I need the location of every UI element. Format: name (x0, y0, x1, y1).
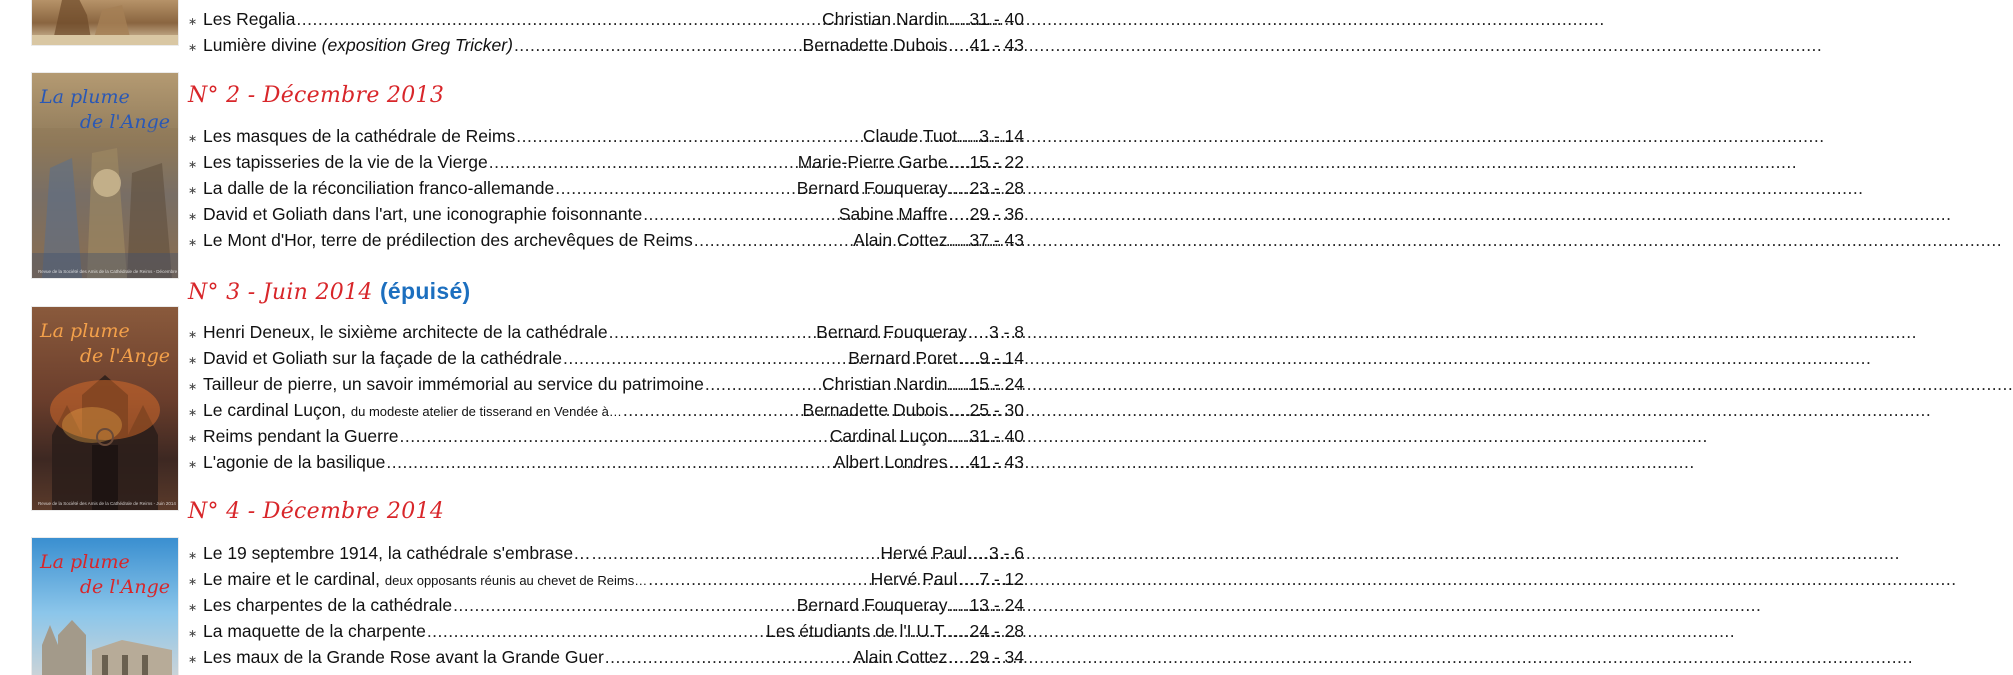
article-pages: 31 - 40 (969, 9, 1024, 29)
dot-leader (514, 32, 802, 58)
article-pages: 3 - 6 (988, 543, 1024, 563)
article-pages: 23 - 28 (969, 178, 1024, 199)
toc-entry (188, 227, 1024, 253)
article-author: Les étudiants de l'I.U.T. (766, 621, 948, 642)
article-author: Bernard Fouqueray (816, 322, 967, 342)
dot-leader (958, 566, 978, 592)
dot-leader (949, 149, 969, 175)
dot-leader (949, 397, 969, 423)
bullet: ∗ (188, 355, 198, 368)
article-author: Bernard Fouqueray (796, 178, 948, 199)
bullet: ∗ (188, 433, 198, 446)
dot-leader (648, 566, 869, 592)
article-author: Alain Cottez (853, 230, 948, 251)
article-pages: 41 - 43 (969, 452, 1024, 473)
article-pages: 25 - 30 (969, 400, 1024, 421)
cover-title-line1: La plume (40, 86, 130, 108)
article-pages: 3 - 14 (979, 126, 1024, 146)
toc-entry (188, 644, 1024, 670)
dot-leader (968, 540, 988, 566)
article-title: Lumière divine (exposition Greg Tricker) (203, 35, 513, 56)
cover-issue-4-illustration (32, 615, 178, 675)
toc-issue-1 (188, 6, 1024, 58)
toc-entry (188, 371, 1024, 397)
bullet: ∗ (188, 654, 198, 667)
bullet: ∗ (188, 329, 198, 341)
cover-title-line1: La plume (40, 551, 130, 573)
dot-leader (643, 201, 838, 227)
toc-issue-4 (188, 540, 1024, 670)
article-author: Bernard Poret (848, 348, 958, 369)
toc-entry (188, 175, 1024, 201)
dot-leader (555, 175, 796, 201)
toc-issue-2 (188, 123, 1024, 253)
out-of-print-note: (épuisé) (379, 278, 471, 304)
cover-caption: Revue de la Société des Amis de la Cathédrale de Reims - Juin 2014 (38, 501, 176, 506)
toc-entry (188, 6, 1024, 32)
article-title: Les charpentes de la cathédrale (203, 595, 453, 616)
article-author: Christian Nardin (822, 9, 948, 29)
cover-title-line2: de l'Ange (79, 345, 170, 367)
article-title: Le 19 septembre 1914, la cathédrale s'embrase… (203, 543, 591, 563)
dot-leader (958, 123, 978, 149)
article-pages: 41 - 43 (969, 35, 1024, 56)
article-author: Cardinal Luçon (829, 426, 948, 447)
toc-entry (188, 618, 1024, 644)
toc-entry (188, 149, 1024, 175)
article-title: Les tapisseries de la vie de la Vierge (203, 152, 488, 173)
cover-title-line2: de l'Ange (79, 576, 170, 598)
article-author: Bernadette Dubois (802, 35, 948, 56)
article-author: Bernard Fouqueray (796, 595, 948, 616)
article-author: Marie-Pierre Garbe (797, 152, 948, 173)
article-pages: 7 - 12 (979, 569, 1024, 590)
toc-entry (188, 540, 1024, 566)
dot-leader (949, 449, 969, 475)
bullet: ∗ (188, 16, 198, 28)
dot-leader (427, 618, 765, 644)
bullet: ∗ (188, 211, 198, 224)
article-title: Reims pendant la Guerre (203, 426, 399, 447)
toc-entry (188, 566, 1024, 592)
article-author: Alain Cottez (853, 647, 948, 668)
dot-leader (516, 123, 862, 149)
dot-leader (949, 175, 969, 201)
article-pages: 15 - 24 (969, 374, 1024, 395)
cover-caption: Revue de la Société des Amis de la Cathédrale de Reims - Décembre 2013 (38, 269, 189, 274)
article-pages: 29 - 34 (969, 647, 1024, 668)
issue-heading: N° 2 - Décembre 2013 (188, 83, 445, 108)
article-title: Le Mont d'Hor, terre de prédilection des archevêques de Reims (203, 230, 693, 251)
cover-issue-2 (32, 73, 189, 278)
bullet: ∗ (188, 133, 198, 145)
article-author: Bernadette Dubois (802, 400, 948, 421)
toc-entry (188, 397, 1024, 423)
article-title: Le cardinal Luçon, du modeste atelier de tisserand en Vendée à… (203, 400, 622, 421)
bullet: ∗ (188, 159, 198, 172)
bullet: ∗ (188, 576, 198, 589)
article-title: Les maux de la Grande Rose avant la Grande Guer (203, 647, 604, 668)
article-author: Christian Nardin (822, 374, 948, 395)
article-title: Le maire et le cardinal, deux opposants réunis au chevet de Reims… (203, 569, 648, 590)
dot-leader (949, 592, 969, 618)
bullet: ∗ (188, 459, 198, 472)
toc-entry (188, 123, 1024, 149)
article-pages: 31 - 40 (969, 426, 1024, 447)
bullet: ∗ (188, 550, 198, 562)
cover-title-line1: La plume (40, 320, 130, 342)
bullet: ∗ (188, 381, 198, 394)
toc-entry (188, 201, 1024, 227)
article-title: Henri Deneux, le sixième architecte de la cathédrale (203, 322, 608, 342)
bullet: ∗ (188, 42, 198, 55)
article-title: Tailleur de pierre, un savoir immémorial au service du patrimoine (203, 374, 704, 395)
cover-title-line2: de l'Ange (79, 111, 170, 133)
dot-leader (386, 449, 832, 475)
article-pages: 29 - 36 (969, 204, 1024, 225)
dot-leader (958, 345, 978, 371)
article-pages: 24 - 28 (969, 621, 1024, 642)
dot-leader (949, 227, 969, 253)
article-pages: 13 - 24 (969, 595, 1024, 616)
dot-leader (949, 423, 969, 449)
dot-leader (592, 540, 880, 566)
article-pages: 9 - 14 (979, 348, 1024, 369)
article-author: Hervé Paul (880, 543, 967, 563)
cover-issue-4 (32, 538, 178, 675)
dot-leader (609, 319, 816, 345)
toc-entry (188, 449, 1024, 475)
dot-leader (949, 201, 969, 227)
article-author: Hervé Paul (870, 569, 958, 590)
cover-issue-3-illustration (32, 365, 178, 510)
cover-issue-2-illustration (32, 128, 189, 278)
dot-leader (605, 644, 852, 670)
article-title: L'agonie de la basilique (203, 452, 386, 473)
dot-leader (968, 319, 988, 345)
article-title: La maquette de la charpente (203, 621, 426, 642)
cover-issue-1 (32, 0, 178, 45)
dot-leader (400, 423, 829, 449)
bullet: ∗ (188, 602, 198, 615)
bullet: ∗ (188, 628, 198, 641)
toc-entry (188, 423, 1024, 449)
issue-heading: N° 3 - Juin 2014 (épuisé) (188, 278, 471, 305)
article-author: Sabine Maffre (838, 204, 948, 225)
bullet: ∗ (188, 185, 198, 198)
article-title: La dalle de la réconciliation franco-allemande (203, 178, 555, 199)
article-pages: 37 - 43 (969, 230, 1024, 251)
dot-leader (623, 397, 802, 423)
cover-issue-3 (32, 307, 178, 510)
toc-issue-3 (188, 319, 1024, 476)
dot-leader (694, 227, 852, 253)
cover-issue-1-illustration (32, 0, 178, 45)
dot-leader (296, 6, 821, 32)
dot-leader (949, 32, 969, 58)
toc-entry (188, 345, 1024, 371)
article-title: David et Goliath dans l'art, une iconographie foisonnante (203, 204, 643, 225)
dot-leader (705, 371, 821, 397)
article-title: Les masques de la cathédrale de Reims (203, 126, 516, 146)
toc-entry (188, 319, 1024, 345)
article-pages: 3 - 8 (988, 322, 1024, 342)
dot-leader (949, 644, 969, 670)
bullet: ∗ (188, 407, 198, 420)
dot-leader (949, 618, 969, 644)
article-title: David et Goliath sur la façade de la cathédrale (203, 348, 562, 369)
issue-heading: N° 4 - Décembre 2014 (188, 499, 445, 524)
toc-entry (188, 592, 1024, 618)
dot-leader (563, 345, 847, 371)
dot-leader (949, 6, 969, 32)
toc-entry (188, 32, 1024, 58)
bullet: ∗ (188, 237, 198, 250)
dot-leader (453, 592, 796, 618)
dot-leader (489, 149, 797, 175)
article-pages: 15 - 22 (969, 152, 1024, 173)
article-title: Les Regalia (203, 9, 296, 29)
dot-leader (949, 371, 969, 397)
article-author: Claude Tuot (862, 126, 958, 146)
article-author: Albert Londres (833, 452, 948, 473)
